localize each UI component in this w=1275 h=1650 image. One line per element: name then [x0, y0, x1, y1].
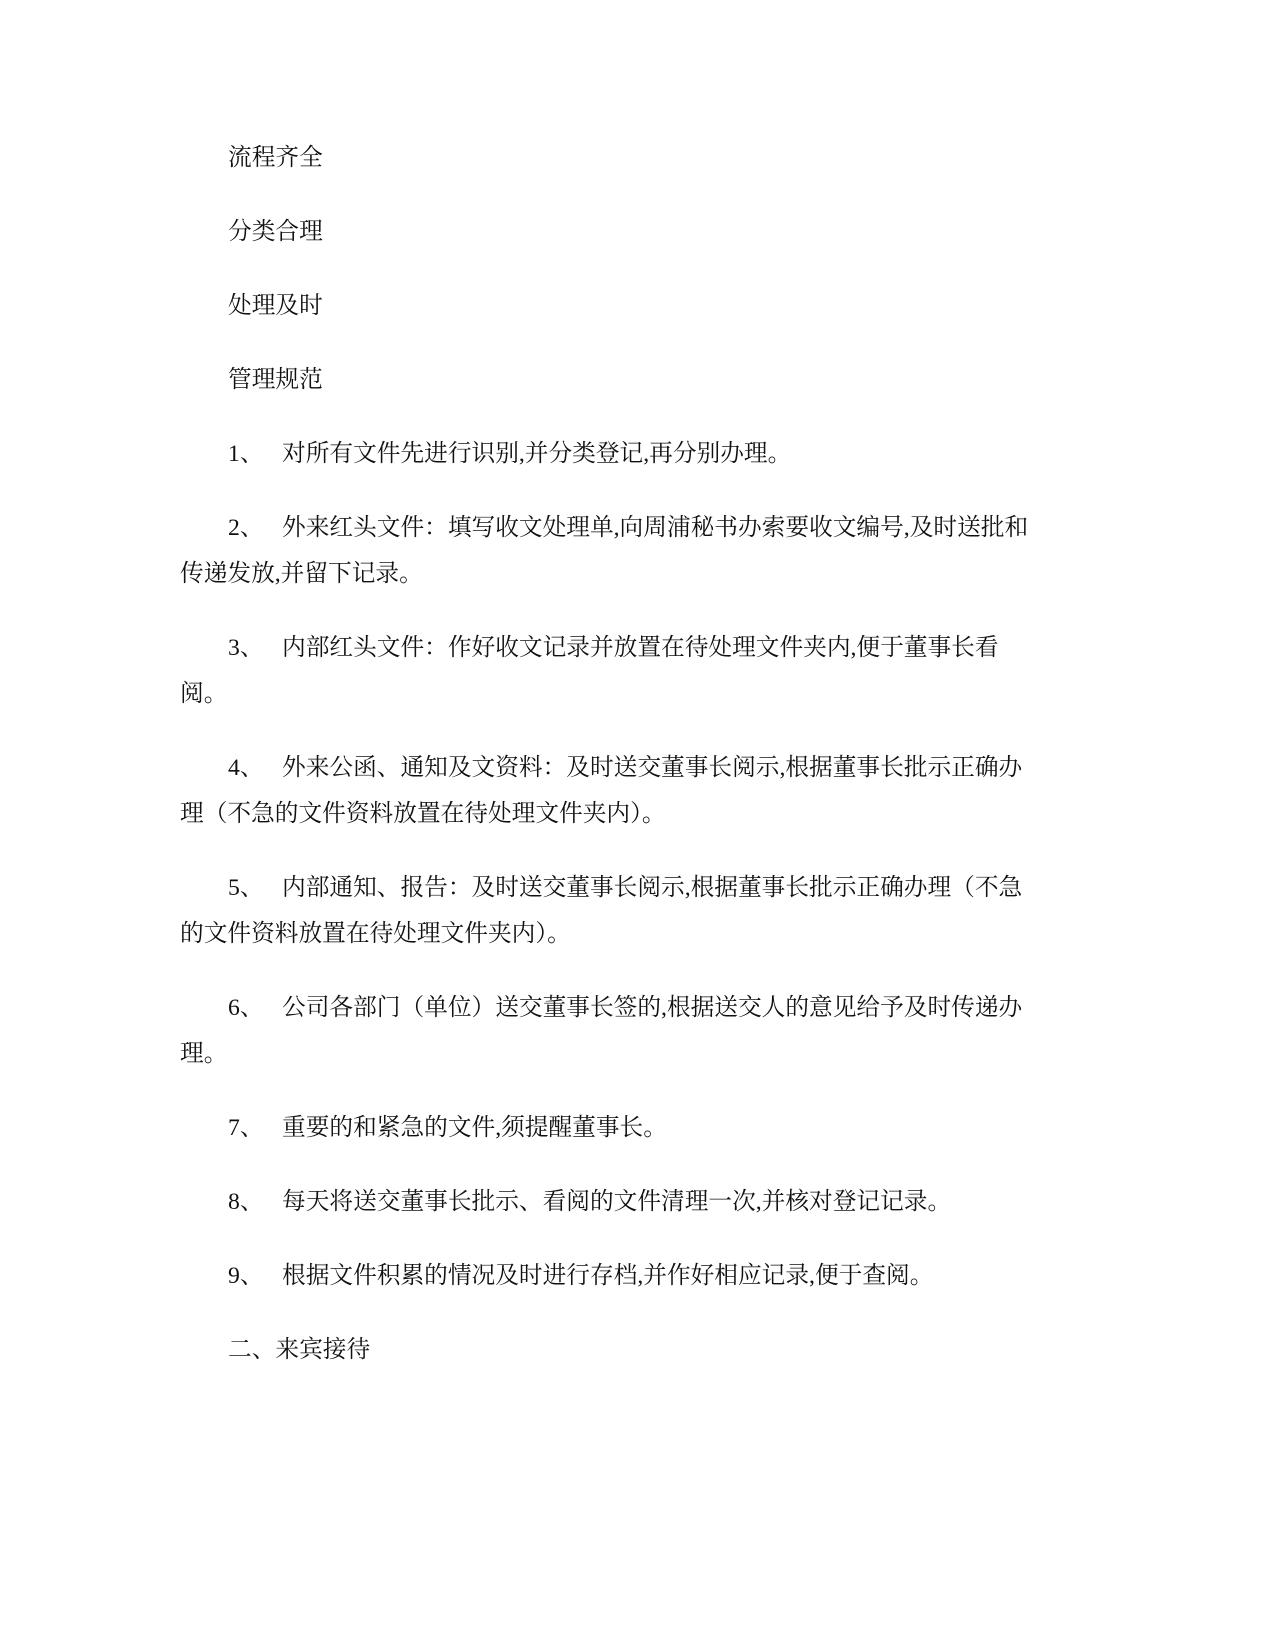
- list-item-text-continued: 理。: [180, 1041, 228, 1067]
- list-item-number: 3、: [228, 635, 264, 661]
- list-item-text: 对所有文件先进行识别,并分类登记,再分别办理。: [282, 441, 792, 467]
- list-item-9: [180, 1253, 1050, 1299]
- list-item-text: 根据文件积累的情况及时进行存档,并作好相应记录,便于查阅。: [282, 1263, 934, 1289]
- list-item-7: [180, 1105, 1050, 1151]
- list-item-text: 外来公函、通知及文资料：及时送交董事长阅示,根据董事长批示正确办: [282, 755, 1023, 781]
- heading-classification: [180, 209, 1050, 255]
- list-item-text: 公司各部门（单位）送交董事长签的,根据送交人的意见给予及时传递办: [282, 995, 1023, 1021]
- list-item-4: [180, 745, 1050, 837]
- list-item-number: 6、: [228, 995, 264, 1021]
- list-item-number: 7、: [228, 1115, 264, 1141]
- list-item-text: 内部红头文件：作好收文记录并放置在待处理文件夹内,便于董事长看: [282, 635, 999, 661]
- heading-text: 流程齐全: [228, 145, 323, 171]
- list-item-6: [180, 985, 1050, 1077]
- list-item-1: [180, 431, 1050, 477]
- list-item-number: 8、: [228, 1189, 264, 1215]
- heading-text: 分类合理: [228, 219, 323, 245]
- list-item-text-continued: 传递发放,并留下记录。: [180, 561, 423, 587]
- list-item-3: [180, 625, 1050, 717]
- list-item-8: [180, 1179, 1050, 1225]
- heading-standard-management: [180, 357, 1050, 403]
- list-item-number: 1、: [228, 441, 264, 467]
- list-item-number: 5、: [228, 875, 264, 901]
- list-item-text: 每天将送交董事长批示、看阅的文件清理一次,并核对登记记录。: [282, 1189, 952, 1215]
- section-heading-guest-reception: [180, 1327, 1050, 1373]
- list-item-text: 外来红头文件：填写收文处理单,向周浦秘书办索要收文编号,及时送批和: [282, 515, 1029, 541]
- list-item-text: 内部通知、报告：及时送交董事长阅示,根据董事长批示正确办理（不急: [282, 875, 1023, 901]
- list-item-5: [180, 865, 1050, 957]
- heading-timely-handling: [180, 283, 1050, 329]
- list-item-text-continued: 理（不急的文件资料放置在待处理文件夹内）。: [180, 801, 666, 827]
- list-item-2: [180, 505, 1050, 597]
- list-item-number: 2、: [228, 515, 264, 541]
- heading-text: 管理规范: [228, 367, 323, 393]
- list-item-text-continued: 的文件资料放置在待处理文件夹内）。: [180, 921, 571, 947]
- list-item-text: 重要的和紧急的文件,须提醒董事长。: [282, 1115, 667, 1141]
- heading-text: 处理及时: [228, 293, 323, 319]
- heading-process-complete: [180, 135, 1050, 181]
- document-body: [180, 135, 1050, 1401]
- section-title: 二、来宾接待: [228, 1337, 371, 1363]
- list-item-number: 9、: [228, 1263, 264, 1289]
- list-item-text-continued: 阅。: [180, 681, 228, 707]
- list-item-number: 4、: [228, 755, 264, 781]
